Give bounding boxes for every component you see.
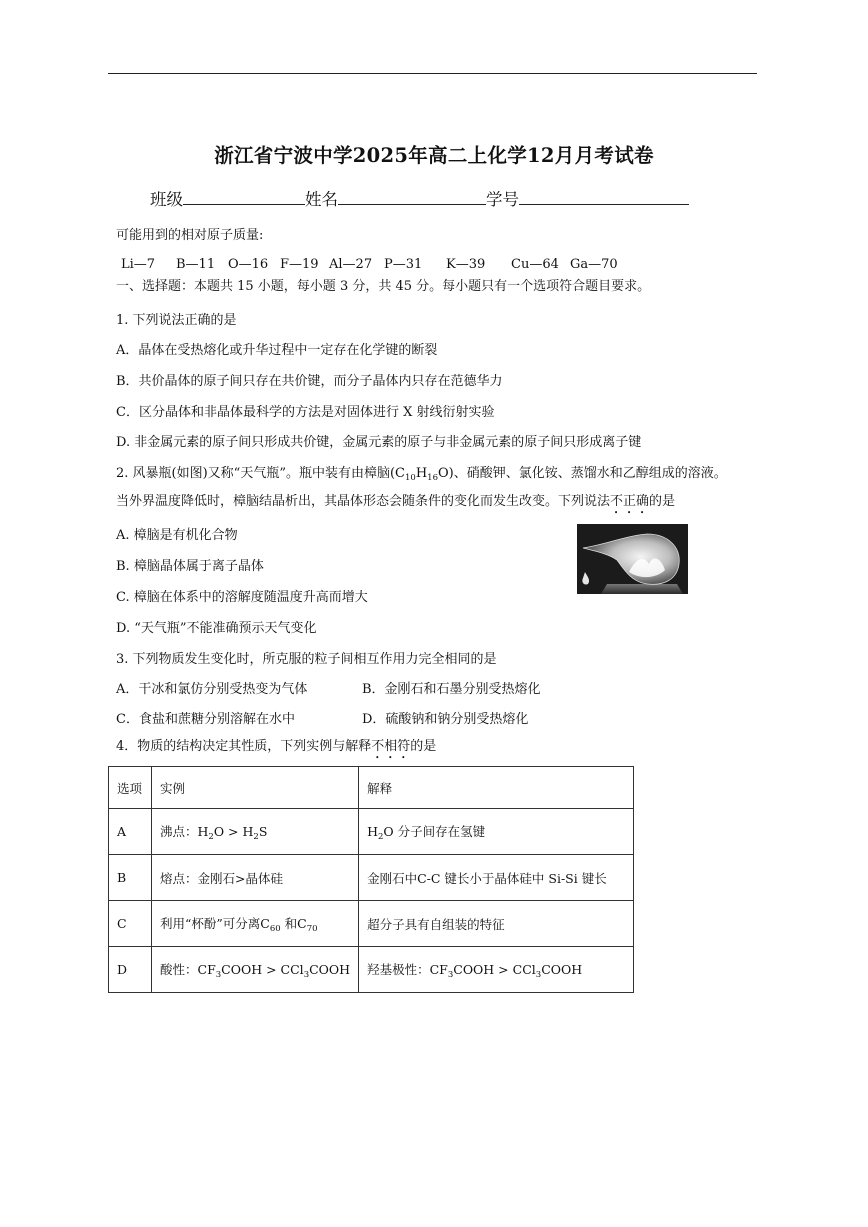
atomic-mass-item: K—39	[446, 257, 486, 272]
cell-text: 羟基极性：CF	[367, 961, 448, 977]
stem-text: 的是	[410, 739, 437, 754]
option-cell: D	[109, 947, 152, 993]
subscript: 2	[377, 831, 384, 842]
cell-text: 利用“杯酚”可分离C	[160, 915, 270, 931]
cell-text: COOH	[541, 961, 583, 977]
subscript: 2	[208, 831, 214, 842]
table-header-cell: 选项	[109, 767, 152, 809]
option-cell: C	[109, 901, 152, 947]
header-rule	[108, 73, 757, 74]
cell-text: O 分子间存在氢键	[383, 823, 486, 839]
stem-text: 2. 风暴瓶(如图)又称“天气瓶”。瓶中装有由樟脑(C	[116, 466, 405, 481]
table-header-row	[109, 767, 634, 809]
storm-glass-photo	[577, 524, 688, 594]
question-3-option-b: B．金刚石和石墨分别受热熔化	[362, 682, 541, 697]
atomic-mass-item: P—31	[384, 257, 423, 272]
atomic-mass-item: B—11	[176, 257, 216, 272]
option-cell: B	[109, 855, 152, 901]
atomic-mass-intro: 可能用到的相对原子质量:	[116, 228, 264, 243]
question-4-stem	[116, 739, 436, 762]
cell-text: 和C	[280, 915, 307, 931]
example-cell: 熔点：金刚石>晶体硅	[152, 855, 359, 901]
subscript: 16	[427, 473, 438, 483]
table-header-cell: 实例	[152, 767, 359, 809]
question-1-option-a: A．晶体在受热熔化或升华过程中一定存在化学键的断裂	[116, 343, 438, 358]
cell-text: 酸性：CF	[160, 961, 216, 977]
emphasis-text: 不相符	[371, 739, 411, 754]
atomic-mass-item: Ga—70	[570, 257, 618, 272]
explain-cell: 金刚石中C-C 键长小于晶体硅中 Si-Si 键长	[359, 855, 634, 901]
question-3-option-d: D．硫酸钠和钠分别受热熔化	[362, 712, 529, 727]
question-3-stem: 3. 下列物质发生变化时，所克服的粒子间相互作用力完全相同的是	[116, 652, 497, 667]
question-1-option-b: B．共价晶体的原子间只存在共价键，而分子晶体内只存在范德华力	[116, 374, 503, 389]
stem-text: 4．物质的结构决定其性质，下列实例与解释	[116, 739, 372, 754]
atomic-mass-item: Li—7	[121, 257, 156, 272]
cell-text: COOH > CCl	[221, 961, 304, 977]
class-label: 班级	[150, 190, 183, 209]
atomic-mass-item: O—16	[228, 257, 269, 272]
student-info-line	[150, 186, 689, 210]
storm-glass-illustration	[577, 524, 688, 594]
table-row	[109, 809, 634, 855]
question-2-option-a: A. 樟脑是有机化合物	[116, 528, 238, 543]
atomic-mass-item: F—19	[280, 257, 319, 272]
example-cell	[152, 901, 359, 947]
class-field[interactable]	[183, 188, 305, 205]
stem-text: H	[415, 466, 428, 481]
stem-text: 当外界温度降低时，樟脑结晶析出，其晶体形态会随条件的变化而发生改变。下列说法	[116, 494, 611, 509]
section-heading: 一、选择题：本题共 15 小题，每小题 3 分，共 45 分。每小题只有一个选项符合题目要求。	[116, 279, 651, 294]
question-2-option-c: C. 樟脑在体系中的溶解度随温度升高而增大	[116, 590, 368, 605]
question-2-option-d: D. “天气瓶”不能准确预示天气变化	[116, 621, 317, 636]
emphasis-text: 不正确	[610, 494, 650, 509]
cell-text: 沸点：H	[160, 823, 209, 839]
option-cell: A	[109, 809, 152, 855]
id-field[interactable]	[519, 188, 689, 205]
cell-text: COOH	[309, 961, 351, 977]
page-title: 浙江省宁波中学2025年高二上化学12月月考试卷	[214, 144, 654, 167]
subscript: 2	[253, 831, 259, 842]
atomic-mass-item: Cu—64	[511, 257, 559, 272]
subscript: 3	[535, 969, 542, 980]
question-2-option-b: B. 樟脑晶体属于离子晶体	[116, 559, 264, 574]
cell-text: S	[258, 823, 268, 839]
subscript: 10	[405, 473, 416, 483]
question-1-stem: 1. 下列说法正确的是	[116, 313, 237, 328]
name-field[interactable]	[338, 188, 486, 205]
question-1-option-c: C．区分晶体和非晶体最科学的方法是对固体进行 X 射线衍射实验	[116, 405, 495, 420]
subscript: 3	[215, 969, 222, 980]
question-3-option-c: C．食盐和蔗糖分别溶解在水中	[116, 712, 295, 727]
table-row	[109, 947, 634, 993]
cell-text: O > H	[213, 823, 254, 839]
explain-cell	[359, 947, 634, 993]
question-1-option-d: D. 非金属元素的原子间只形成共价键，金属元素的原子与非金属元素的原子间只形成离子键	[116, 435, 642, 450]
cell-text: COOH > CCl	[453, 961, 536, 977]
subscript: 70	[306, 923, 318, 934]
cell-text: H	[367, 823, 378, 839]
question-3-option-a: A．干冰和氯仿分别受热变为气体	[116, 682, 308, 697]
question-2-stem-line1	[116, 466, 727, 486]
name-label: 姓名	[305, 190, 338, 209]
stem-text: O)、硝酸钾、氯化铵、蒸馏水和乙醇组成的溶液。	[438, 466, 727, 481]
table-row	[109, 901, 634, 947]
stem-text: 的是	[649, 494, 676, 509]
subscript: 60	[269, 923, 281, 934]
subscript: 3	[303, 969, 310, 980]
id-label: 学号	[486, 190, 519, 209]
question-2-stem-line2	[116, 494, 675, 517]
subscript: 3	[447, 969, 454, 980]
explain-cell: 超分子具有自组装的特征	[359, 901, 634, 947]
atomic-mass-item: Al—27	[329, 257, 373, 272]
question-4-table	[108, 766, 634, 993]
example-cell	[152, 947, 359, 993]
table-row	[109, 855, 634, 901]
example-cell	[152, 809, 359, 855]
explain-cell	[359, 809, 634, 855]
table-header-cell: 解释	[359, 767, 634, 809]
